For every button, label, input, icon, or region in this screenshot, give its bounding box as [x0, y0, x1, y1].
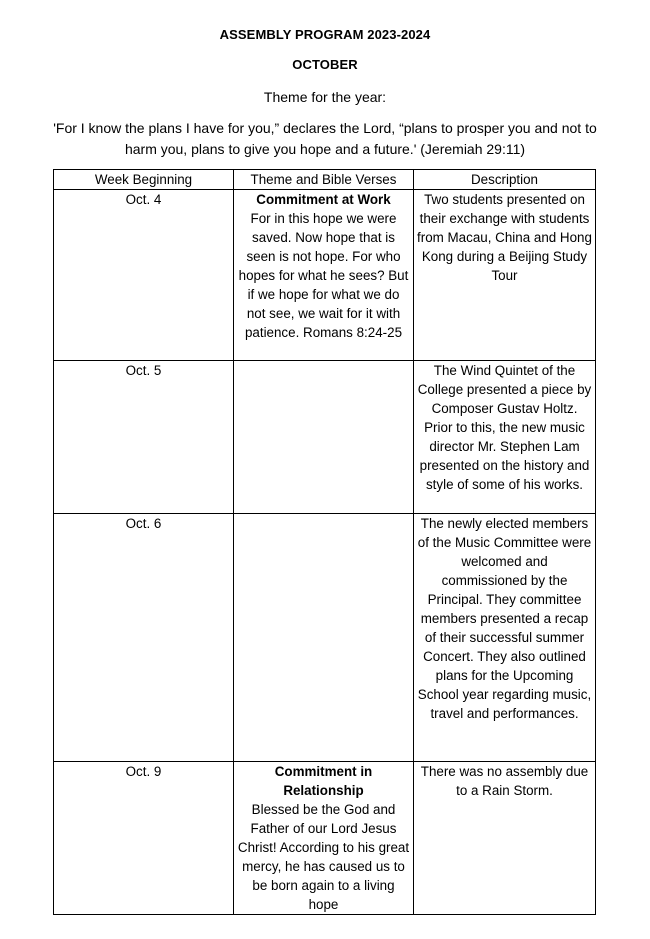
theme-cell [234, 361, 414, 514]
theme-cell [234, 514, 414, 762]
week-cell: Oct. 9 [54, 762, 234, 915]
theme-quote: 'For I know the plans I have for you,” declares the Lord, “plans to prosper you and not to harm you, plans to give you hope and a future.' (Jeremiah 29:11) [53, 120, 597, 157]
theme-cell [234, 762, 414, 915]
table-row [54, 361, 596, 514]
table-header-row [54, 170, 596, 190]
description-cell: There was no assembly due to a Rain Storm. [414, 762, 596, 915]
theme-label: Theme for the year: [263, 89, 387, 105]
document-title: ASSEMBLY PROGRAM 2023-2024 [219, 27, 431, 42]
table-row [54, 190, 596, 361]
description-cell: Two students presented on their exchange with students from Macau, China and Hong Kong during a Beijing Study Tour [414, 190, 596, 361]
theme-title: Commitment in Relationship [274, 764, 373, 798]
table-row [54, 514, 596, 762]
table-row [54, 762, 596, 915]
bible-verse: For in this hope we were saved. Now hope that is seen is not hope. For who hopes for what he sees? But if we hope for what we do not see, we wait for it with patience. Romans 8:24-25 [238, 211, 409, 340]
week-cell: Oct. 6 [54, 514, 234, 762]
theme-cell [234, 190, 414, 361]
description-cell: The newly elected members of the Music Committee were welcomed and commissioned by the Principal. They committee members presented a recap of their successful summer Concert. They also outlined plans for the Upcoming School year regarding music, travel and performances. [414, 514, 596, 762]
column-header-week: Week Beginning [54, 170, 234, 190]
column-header-theme: Theme and Bible Verses [234, 170, 414, 190]
bible-verse: Blessed be the God and Father of our Lord Jesus Christ! According to his great mercy, he has caused us to be born again to a living hope [237, 802, 410, 912]
theme-title: Commitment at Work [256, 192, 391, 207]
week-cell: Oct. 5 [54, 361, 234, 514]
assembly-program-table [53, 169, 596, 915]
week-cell: Oct. 4 [54, 190, 234, 361]
month-heading: OCTOBER [292, 57, 358, 72]
column-header-description: Description [414, 170, 596, 190]
description-cell: The Wind Quintet of the College presented a piece by Composer Gustav Holtz. Prior to this, the new music director Mr. Stephen Lam presented on the history and style of some of his works. [414, 361, 596, 514]
